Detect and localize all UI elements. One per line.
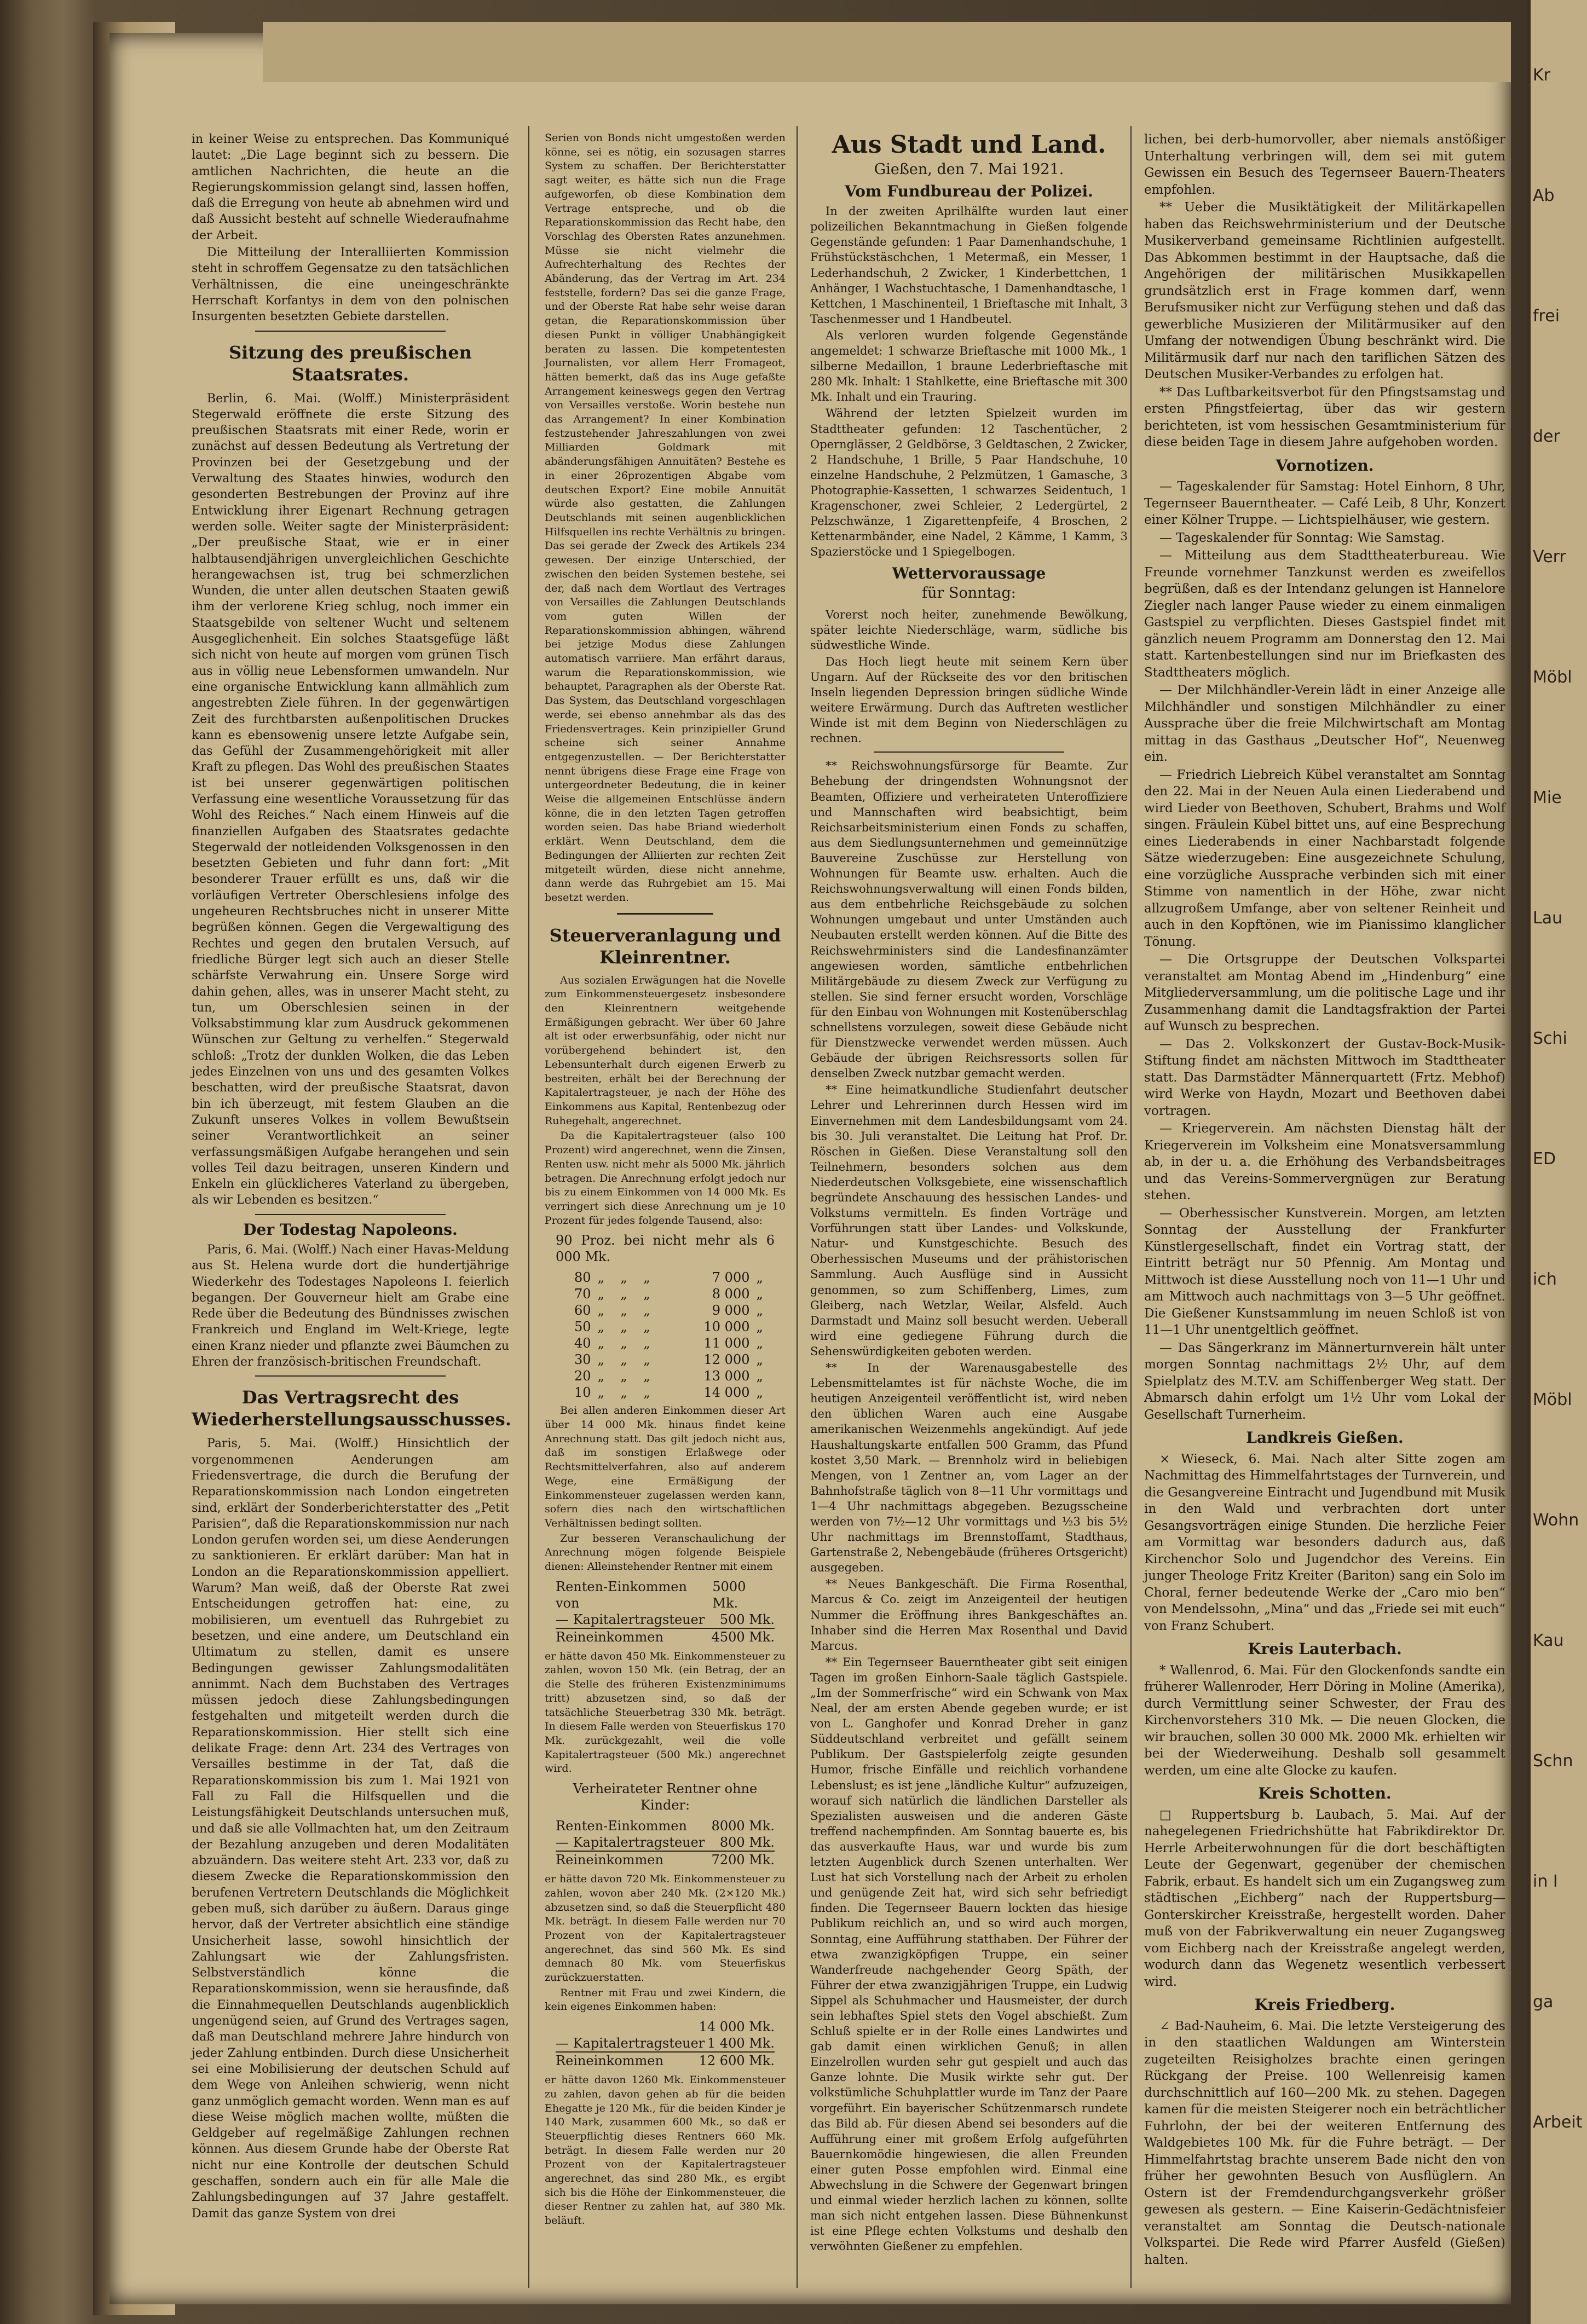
calculation-example-1 — [556, 1579, 775, 1645]
table-cell: „ — [620, 1385, 627, 1401]
table-cell: „ — [756, 1336, 763, 1351]
paragraph: er hätte davon 450 Mk. Einkommensteuer zu zahlen, wovon 150 Mk. (ein Betrag, der an die Stelle des früheren Existenzminimums tritt) abzusetzen sind, so daß der tatsächliche Steuerbetrag 330 Mk. beträgt. In diesem Falle werden von Steuerfiskus 170 Mk. zurückgezahlt, weil die volle Kapitalertragsteuer (500 Mk.) angerechnet wird. — [545, 1650, 786, 1775]
paragraph: ** Eine heimatkundliche Studienfahrt deutscher Lehrer und Lehrerinnen durch Hessen wird im Einvernehmen mit dem Landesbildungsamt vom 24. bis 30. Juli veranstaltet. Die Leitung hat Prof. Dr. Röschen in Gießen. Diese Veranstaltung soll den Teilnehmern, besonders solchen aus dem Niederdeutschen Volksgebiete, eine wissenschaftlich begründete Anschauung des hessischen Landes- und Volkstums vermitteln. Es finden Vorträge und Vorführungen statt über Landes- und Volkskunde, Natur- und Kunstgeschichte. Besuch des Oberhessischen Museums und der prähistorischen Sammlung. Auch Ausflüge sind in Aussicht genommen, so zum Schiffenberg, Limes, zum Gleiberg, nach Wetzlar, Weilar, Alsfeld. Auch Darmstadt und Mainz soll besucht werden. Ueberall wird eine gediegene Führung durch die Sehenswürdigkeiten geboten werden. — [810, 1083, 1128, 1358]
paragraph: — Kriegerverein. Am nächsten Dienstag hält der Kriegerverein im Volksheim eine Monatsversammlung ab, in der u. a. die Erhöhung des Verbandsbeitrages und das Vereins-Sommervergnügen zur Beratung stehen. — [1144, 1121, 1505, 1203]
adjacent-page-fragment: Wohn — [1533, 1511, 1579, 1530]
calculation-label: Reineinkommen — [556, 2053, 663, 2069]
table-cell: 50 — [574, 1319, 591, 1335]
paragraph: Aus sozialen Erwägungen hat die Novelle zum Einkommensteuergesetz insbesondere den Kleinrentnern weitgehende Ermäßigungen gebracht. Wer über 60 Jahre alt ist oder erwerbsunfähig, oder nicht nur vorübergehend behindert ist, den Lebensunterhalt durch eigenen Erwerb zu bestreiten, erhält bei der Berechnung der Kapitalertragsteuer, je nach der Höhe des Einkommens aus Kapital, Rentenbezug oder Ruhegehalt, angerechnet. — [545, 974, 786, 1127]
paragraph: er hätte davon 720 Mk. Einkommensteuer zu zahlen, wovon aber 240 Mk. (2×120 Mk.) abzusetzen sind, so daß die Steuerpflicht 480 Mk. beträgt. In diesem Falle werden nur 70 Prozent von der Kapitalertragsteuer angerechnet, das sind 560 Mk. Es sind demnach 80 Mk. vom Steuerfiskus zurückzuerstatten. — [545, 1873, 786, 1984]
table-cell: „ — [643, 1385, 650, 1401]
table-cell: 30 — [574, 1352, 591, 1368]
headline-kreis-schotten: Kreis Schotten. — [1258, 1784, 1392, 1802]
calculation-value: 4500 Mk. — [711, 1629, 775, 1645]
column-rule — [1130, 126, 1132, 2288]
adjacent-page-fragment: der — [1533, 427, 1560, 446]
table-cell: „ — [643, 1303, 650, 1319]
paragraph: ∠ Bad-Nauheim, 6. Mai. Die letzte Versteigerung des in den staatlichen Waldungen am Winterstein zugeteilten Reisigholzes brachte einen geringen Rückgang der Preise. 100 Wellenreisig kamen durchschnittlich auf 160—200 Mk. zu stehen. Dagegen kamen für die meisten Steigerer noch ein beträchtlicher Fuhrlohn, der bei der weiteren Entfernung des Waldgebietes 100 Mk. für die Fuhre beträgt. — Der Himmelfahrtstag brachte unserem Bade nicht den von früher her gewohnten Besuch von Ausflüglern. An Ostern ist der Fremdendurchgangsverkehr größer gewesen als gestern. — Eine Kaiserin-Gedächtnisfeier veranstaltet am Sonntag die Deutsch-nationale Volkspartei. Die Rede wird Pfarrer Ausfeld (Gießen) halten. — [1144, 2019, 1505, 2267]
paragraph: * Wallenrod, 6. Mai. Für den Glockenfonds sandte ein früherer Wallenroder, Herr Döring in Moline (Amerika), durch Vermittlung seiner Schwester, der Frau des Kirchenvorstehers 310 Mk. — Die neuen Glocken, die wir brauchen, sollen 30 000 Mk. 2000 Mk. erhielten wir bei der Wiederweihung. Deshalb soll gesammelt werden, um eine alte Glocke zu kaufen. — [1144, 1663, 1505, 1778]
table-cell: „ — [756, 1270, 763, 1286]
table-cell: „ — [643, 1319, 650, 1335]
table-cell: „ — [597, 1336, 604, 1351]
dateline: Gießen, den 7. Mai 1921. — [874, 161, 1064, 178]
section-title: Aus Stadt und Land. — [832, 131, 1106, 159]
table-cell: „ — [620, 1286, 627, 1302]
calculation-row — [556, 1628, 775, 1645]
calculation-row — [556, 1818, 775, 1834]
tax-table-head: 90 Proz. bei nicht mehr als 6 000 Mk. — [556, 1233, 775, 1265]
headline-landkreis-giessen: Landkreis Gießen. — [1246, 1429, 1404, 1447]
paragraph: — Friedrich Liebreich Kübel veranstaltet am Sonntag den 22. Mai in der Neuen Aula einen Liederabend und wird Lieder von Beethoven, Schubert, Brahms und Wolf singen. Fräulein Kübel bittet uns, auf eine Besprechung eines Liederabends in einer Nachbarstadt folgende Sätze wiederzugeben: Eine ausgezeichnete Schulung, eine vorzügliche Aussprache verbinden sich mit einer Stimme von namentlich in der Höhe, zwar nicht allzugroßem Umfange, aber von seltener Reinheit und auch in den Kopftönen, wie im Pianissimo klanglicher Tönung. — [1144, 767, 1505, 949]
divider — [255, 331, 446, 332]
table-cell: „ — [756, 1286, 763, 1302]
calculation-value: 8000 Mk. — [711, 1818, 775, 1834]
headline-kreis-lauterbach: Kreis Lauterbach. — [1248, 1640, 1402, 1658]
paragraph: Paris, 5. Mai. (Wolff.) Hinsichtlich der vorgenommenen Aenderungen am Friedensvertrage, die durch die Berufung der Reparationskommission nach London eingetreten sind, erklärt der Sonderberichterstatter des „Petit Parisien“, daß die Reparationskommission nur nach London gerufen worden sei, um diese Aenderungen zu sanktionieren. Er erklärt darüber: Man hat in London an die Reparationskommission appelliert. Warum? Man weiß, daß der Oberste Rat zwei Entscheidungen getroffen hat: eine, zu mobilisieren, um eventuell das Ruhrgebiet zu besetzen, und eine andere, um Deutschland ein Ultimatum zu stellen, damit es unsere Bedingungen gewisser Zahlungsmodalitäten annimmt. Nach dem Buchstaben des Vertrages müssen jedoch diese Zahlungsbedingungen festgehalten und mitgeteilt werden durch die Reparationskommission. Hier stellt sich eine delikate Frage: denn Art. 234 des Vertrages von Versailles bestimme in der Tat, daß die Reparationskommission bis zum 1. Mai 1921 von Fall zu Fall die Hilfsquellen und die Leistungsfähigkeit Deutschlands untersuchen muß, und daß sie alle Vollmachten hat, um den Zeitraum der Bezahlung anzugeben und deren Modalitäten abzuändern. Das weitere steht Art. 233 vor, daß zu diesem Zwecke die Reparationskommission den berufenen Vertretern Deutschlands die Möglichkeit geben muß, sich darüber zu äußern. Daraus ginge hervor, daß der Vertreter absichtlich eine ständige Unsicherheit lasse, sowohl hinsichtlich der Zahlungsart wie der Zahlungsfristen. Selbstverständlich könne die Reparationskommission, wenn sie herausfinde, daß die Einnahmequellen Deutschlands augenblicklich ungenügend seien, auf Grund des Vertrages sagen, daß man Deutschland mehrere Jahre hindurch von jeder Zahlung entbinden. Durch diese Unsicherheit sei eine Mobilisierung der deutschen Schuld auf dem Wege von Anleihen schwierig, wenn nicht ganz unmöglich gemacht worden. Wenn man es auf diese Weise möglich machen wollte, müßten die Geldgeber auf regelmäßige Zahlungen rechnen können. Aus diesem Grunde habe der Oberste Rat nicht nur eine Kontrolle der deutschen Schuld geschaffen, sondern auch ein für alle Male die Zahlungsbedingungen auf 37 Jahre gestaffelt. Damit das ganze System von drei — [192, 1437, 509, 2221]
table-row — [555, 1319, 776, 1335]
adjacent-page-fragment: Möbl — [1533, 668, 1572, 687]
table-cell: „ — [643, 1286, 650, 1302]
divider — [255, 1214, 446, 1215]
headline-napoleon: Der Todestag Napoleons. — [243, 1220, 458, 1239]
calculation-row — [556, 1834, 775, 1851]
paragraph: Paris, 6. Mai. (Wolff.) Nach einer Havas-Meldung aus St. Helena wurde dort die hundertjährige Wiederkehr des Todestages Napoleons I. feierlich begangen. Der Gouverneur hielt am Grabe eine Rede über die Bedeutung des Bündnisses zwischen Frankreich und England im Welt-Kriege, legte einen Kranz nieder und pflanzte zwei Bäumchen zu Ehren der französisch-britischen Freundschaft. — [192, 1243, 509, 1369]
calculation-value: 7200 Mk. — [711, 1852, 775, 1868]
paragraph: Rentner mit Frau und zwei Kindern, die kein eigenes Einkommen haben: — [545, 1986, 786, 2013]
paragraph: Berlin, 6. Mai. (Wolff.) Ministerpräsident Stegerwald eröffnete die erste Sitzung des preußischen Staatsrats mit einer Rede, worin er zunächst auf dessen Bedeutung als Vertretung der Provinzen bei der Gesetzgebung und der Verwaltung des Staates hinwies, wodurch den gesonderten Bestrebungen der Provinz auf ihre Entwicklung ihrer Eigenart Rechnung getragen werden solle. Weiter sagte der Ministerpräsident: „Der preußische Staat, wie er in einer halbtausendjährigen unvergleichlichen Geschichte herangewachsen ist, trug bei schmerzlichen Wunden, die unter allen deutschen Staaten gewiß ihm der verlorene Krieg schlug, noch immer ein Staatsgebilde von seltener Wucht und seltenem Ausgeglichenheit. Ein solches Staatsgefüge läßt sich nicht von heute auf morgen vom grünen Tisch aus in völlig neue Lebensformen umwandeln. Nur eine organische Entwicklung kann allmählich zum angestrebten Ziele führen. In der gegenwärtigen Zeit des furchtbarsten außenpolitischen Druckes kann es ebensowenig unsere letzte Aufgabe sein, das Gefühl der Zusammengehörigkeit mit aller Kraft zu pflegen. Das Wohl des preußischen Staates ist bei unserer gegenwärtigen politischen Verfassung eine wesentliche Voraussetzung für das Wohl des Reiches.“ Nach einem Hinweis auf die finanziellen Aufgaben des Staatsrates gedachte Stegerwald der notleidenden Volksgenossen in den besetzten Gebieten und fuhr dann fort: „Mit besonderer Trauer erfüllt es uns, daß wir die vorläufigen Vertreter Oberschlesiens infolge des ungeheuren Rechtsbruches nicht in unserer Mitte begrüßen können. Gegen die Vergewaltigung des Rechtes und gegen den brutalen Versuch, auf friedliche Bürger legt sich auch an dieser Stelle schärfste Verwahrung ein. Unsere Sorge wird dahin gehen, alles, was in unserer Macht steht, zu tun, um Oberschlesien seinen in der Volksabstimmung klar zum Ausdruck gekommenen Wünschen zur Geltung zu verhelfen.“ Stegerwald schloß: „Trotz der dunklen Wolken, die das Leben jedes Einzelnen von uns und des gesamten Volkes beschatten, wird der preußische Staatsrat, davon bin ich überzeugt, mit festem Glauben an die Zukunft unseres Volkes in vollem Bewußtsein seiner Verantwortlichkeit an seiner verfassungsmäßigen Aufgabe herangehen und sein volles Teil dazu beitragen, unseren Kindern und Enkeln ein glücklicheres Vaterland zu übergeben, als wir Lebenden es besitzen.“ — [192, 391, 509, 1207]
table-cell: „ — [597, 1286, 604, 1302]
paragraph: — Mitteilung aus dem Stadttheaterbureau. Wie Freunde vornehmer Tanzkunst werden es zweifellos begrüßen, daß es der Intendanz gelungen ist Hannelore Ziegler nach langer Pause wieder zu einem einmaligen Gastspiel zu verpflichten. Dieses Gastspiel findet mit gänzlich neuem Programm am Donnerstag den 12. Mai statt. Kartenbestellungen sind nur im Briefkasten des Stadttheaters möglich. — [1144, 548, 1505, 680]
calculation-example-2 — [556, 1818, 775, 1868]
calculation-value: 500 Mk. — [719, 1611, 775, 1627]
paragraph: Da die Kapitalertragsteuer (also 100 Prozent) wird angerechnet, wenn die Zinsen, Renten usw. nicht mehr als 5000 Mk. jährlich betragen. Die Anrechnung erfolgt jedoch nur bis zu einem Einkommen von 14 000 Mk. Es verringert sich diese Anrechnung um je 10 Prozent für jedes folgende Tausend, also: — [545, 1130, 786, 1227]
adjacent-page-fragment: Lau — [1533, 909, 1563, 928]
table-row — [555, 1351, 776, 1368]
table-row — [555, 1335, 776, 1351]
paragraph: er hätte davon 1260 Mk. Einkommensteuer zu zahlen, davon gehen ab für die beiden Ehegatte je 120 Mk., für die beiden Kinder je 140 Mark, zusammen 600 Mk., so daß er Steuerpflichtig dieses Rentners 660 Mk. beträgt. In diesem Falle werden nur 20 Prozent von der Kapitalertragsteuer angerechnet, das sind 280 Mk., es ergibt sich bis die Höhe der Einkommensteuer, die dieser Rentner zu zahlen hat, auf 380 Mk. beläuft. — [545, 2074, 786, 2227]
table-row — [555, 1368, 776, 1384]
calculation-label: Renten-Einkommen — [556, 1818, 687, 1834]
table-row — [555, 1302, 776, 1319]
calculation-value: 800 Mk. — [719, 1835, 775, 1851]
paragraph: Zur besseren Veranschaulichung der Anrechnung mögen folgende Beispiele dienen: Alleinstehender Rentner mit einem — [545, 1532, 786, 1573]
calculation-label: — Kapitalertragsteuer — [556, 1835, 705, 1851]
table-cell: „ — [756, 1319, 763, 1335]
calculation-value: 5000 Mk. — [712, 1579, 746, 1611]
table-cell: 9 000 — [712, 1303, 750, 1319]
divider — [617, 913, 713, 915]
paragraph: Die Mitteilung der Interalliierten Kommission steht in schroffem Gegensatze zu den tatsächlichen Verhältnissen, die eine uneingeschränkte Herrschaft Korfantys in dem von den polnischen Insurgenten besetzten Gebiete darstellen. — [192, 246, 509, 324]
column-3 — [810, 131, 1128, 2255]
adjacent-page-fragment: Kr — [1533, 66, 1551, 85]
torn-page-edge — [263, 22, 1511, 82]
paragraph: ** Ueber die Musiktätigkeit der Militärkapellen haben das Reichswehrministerium und der Deutsche Musikerverband gemeinsame Richtlinien aufgestellt. Das Abkommen bestimmt in der Hauptsache, daß die Angehörigen der militärischen Musikkapellen grundsätzlich erst in Frage kommen darf, wenn Berufsmusiker nicht zur Verfügung stehen und daß das gewerbliche Musizieren der Militärmusiker auf den Umfang der notwendigen Übung beschränkt wird. Die Militärmusik darf nur nach den tariflichen Sätzen des Deutschen Musiker-Verbandes zu erfolgen hat. — [1144, 200, 1505, 381]
column-2 — [545, 131, 786, 2229]
table-cell: 12 000 — [703, 1352, 750, 1368]
headline-staatsrat: Sitzung des preußischen Staatsrates. — [229, 342, 472, 385]
calculation-value: 1 400 Mk. — [707, 2036, 775, 2051]
adjacent-page-fragment: Kau — [1533, 1631, 1564, 1650]
column-rule — [528, 126, 529, 2288]
calculation-value: 14 000 Mk. — [699, 2019, 775, 2035]
paragraph: — Der Milchhändler-Verein lädt in einer Anzeige alle Milchhändler und sonstigen Milchhändler zu einer Aussprache über die freie Milchwirtschaft am Montag mittag in das Gasthaus „Deutscher Hof“, Neuenweg ein. — [1144, 683, 1505, 764]
table-cell: „ — [756, 1303, 763, 1319]
paragraph: Als verloren wurden folgende Gegenstände angemeldet: 1 schwarze Brieftasche mit 1000 Mk., 1 silberne Medaillon, 1 braune Lederbrieftasche mit 280 Mk. Inhalt: 1 Stahlkette, eine Brieftasche mit 300 Mk. Inhalt und ein Trauring. — [810, 328, 1128, 404]
table-cell: „ — [756, 1385, 763, 1401]
calculation-row — [556, 2019, 775, 2035]
calculation-label: Reineinkommen — [556, 1629, 663, 1645]
paragraph: ** Ein Tegernseer Bauerntheater gibt seit einigen Tagen im großen Einhorn-Saale täglich Gastspiele. „Im der Sommerfrische“ wird ein Schwank von Max Neal, der am ersten Abende gegeben wurde; er ist von L. Ganghofer und Konrad Dreher in ganz Süddeutschland verbreitet und gefällt seinem Publikum. Der Gastspielerfolg zeigte gesunden Humor, frische Einfälle und reichlich vorhandene Lebenslust; es ist jene „ländliche Kultur“ aufzuzeigen, worauf sich natürlich die ländlichen Darsteller als Spezialisten ausweisen und die anderen Gäste treffend nachempfinden. Am Sonntag bauerte es, bis das ausverkaufte Haus, war und wurde bis zum letzten Augenblick durch Szenen unterhalten. Wer Lust hat sich Vorstellung nach der Arbeit zu erholen und genügende Zeit hat, wird sich sehr befriedigt finden. Die Tegernseer Bauern lockten das hiesige Publikum reichlich an, und so wird auch morgen, Sonntag, eine Aufführung statthaben. Der Führer der etwa zwanzigköpfigen Truppe, ein seiner Wanderfreude nachgehender Georg Späth, der Führer der etwa zwanzigjährigen Truppe, ein Ludwig Sippel als Schuhmacher und Hausmeister, der durch sein lebhaftes Spiel stets den Vogel abschießt. Zum Schluß spielte er in der Rolle eines Landwirtes und gab damit einen wirklichen Genuß; in allen Einzelrollen wurden sehr gut gespielt und auch das Ganze lohnte. Die Musik wirkte sehr gut. Der volkstümliche Schuhplattler wurde im Tanz der Paare vorgeführt. Ein bayerischer Schützenmarsch rundete das Bild ab. Für diesen Abend sei besonders auf die Aufführung einer mit großem Erfolg aufgeführten Bauernkomödie hingewiesen, die allen Freunden einer guten Posse empfohlen wird. Einmal eine Abwechslung in die Schwere der Gegenwart bringen und einmal wieder herzlich lachen zu können, sollte man sich nicht entgehen lassen. Diese Bühnenkunst ist eine Pflege echten Volkstums und deshalb den verwöhnten Gießener zu empfehlen. — [810, 1655, 1128, 2253]
table-cell: „ — [643, 1352, 650, 1368]
headline-wetter: Wettervoraussage — [892, 564, 1046, 583]
table-cell: 14 000 — [703, 1385, 750, 1401]
paragraph: ** Das Luftbarkeitsverbot für den Pfingstsamstag und ersten Pfingstfeiertag, über das wir gestern berichteten, ist vom hessischen Gesamtministerium für diese beiden Tage in diesem Jahre aufgehoben worden. — [1144, 385, 1505, 449]
column-1 — [192, 131, 509, 2223]
headline-steuerveranlagung: Steuerveranlagung und Kleinrentner. — [549, 924, 781, 968]
table-cell: „ — [643, 1336, 650, 1351]
adjacent-page-fragment: in I — [1533, 1872, 1558, 1891]
paragraph: ** Neues Bankgeschäft. Die Firma Rosenthal, Marcus & Co. zeigt im Anzeigenteil der heutigen Nummer die Eröffnung ihres Bankgeschäftes an. Inhaber sind die Herren Max Rosenthal und David Marcus. — [810, 1577, 1128, 1652]
calculation-label: Renten-Einkommen von — [556, 1579, 687, 1611]
adjacent-page-fragment: Schi — [1533, 1029, 1567, 1048]
paragraph: — Die Ortsgruppe der Deutschen Volkspartei veranstaltet am Montag Abend im „Hindenburg“ eine Mitgliederversammlung, um die politische Lage und ihr Zusammenhang damit die Landtagsfraktion der Partei auf Wunsch zu besprechen. — [1144, 952, 1505, 1033]
paragraph: — Das Sängerkranz im Männerturnverein hält unter morgen Sonntag nachmittags 2½ Uhr, auf dem Spielplatz des M.T.V. am Schiffenberger Weg statt. Der Abmarsch dahin erfolgt um 1½ Uhr vom Lokal der Gesellschaft Turnerheim. — [1144, 1340, 1505, 1422]
calculation-label: Reineinkommen — [556, 1852, 663, 1868]
table-cell: 40 — [574, 1336, 591, 1351]
table-cell: „ — [597, 1352, 604, 1368]
paragraph: Während der letzten Spielzeit wurden im Stadttheater gefunden: 12 Taschentücher, 2 Opernglässer, 2 Geldbörse, 3 Geldtaschen, 2 Zwicker, 2 Handschuhe, 1 Brille, 5 Paar Handschuhe, 10 einzelne Handschuhe, 2 Pelzmützen, 1 Gamasche, 3 Photographie-Kassetten, 1 schwarzes Seidentuch, 1 Kragenschoner, zwei Schleier, 2 Ledergürtel, 2 Pelzschwänze, 1 Zigarettenpfeife, 4 Broschen, 2 Kettenarmbänder, eine Nadel, 2 Kämme, 1 Kamm, 3 Spazierstöcke und 1 Spiegelbogen. — [810, 407, 1128, 559]
table-cell: „ — [620, 1368, 627, 1384]
article-intro — [192, 131, 509, 325]
adjacent-page-fragment: Schn — [1533, 1751, 1573, 1771]
headline-vertragsrecht: Das Vertragsrecht des Wiederherstellungsausschusses. — [192, 1387, 511, 1430]
headline-vornotizen: Vornotizen. — [1276, 456, 1374, 475]
calculation-row — [556, 1851, 775, 1868]
paragraph: Serien von Bonds nicht umgestoßen werden könne, sei es nötig, ein sozusagen starres System zu schaffen. Der Berichterstatter sagt weiter, es hätte sich nun die Frage aufgeworfen, ob diese Kombination dem Vertrage entspreche, und ob die Reparationskommission das Recht habe, den Vorschlag des Obersten Rates anzunehmen. Müsse sie nicht vielmehr die Aufrechterhaltung des Rechtes der Abänderung, das der Vertrag im Art. 234 feststelle, fordern? Das sei die ganze Frage, und der Oberste Rat habe sehr weise daran getan, die Reparationskommission über diesen Punkt in völliger Unabhängigkeit beraten zu lassen. Die kompetentesten Journalisten, vor allem Herr Fromageot, hätten bemerkt, daß das ins Auge gefaßte Arrangement keineswegs gegen den Vertrag von Versailles verstoße. Worin bestehe nun das Arrangement? In einer Kombination festzustehender Jahreszahlungen von zwei Milliarden Goldmark mit abänderungsfähigen Annuitäten? Bestehe es in einer 26prozentigen Abgabe vom deutschen Export? Eine mobile Annuität würde also gestatten, die Zahlungen Deutschlands mit seinen augenblicklichen Hilfsquellen ins rechte Verhältnis zu bringen. Das sei gerade der Zweck des Artikels 234 gewesen. Der einzige Unterschied, der zwischen den beiden Systemen bestehe, sei der, daß nach dem Wortlaut des Vertrages von Versailles die Zahlungen Deutschlands vom guten Willen der Reparationskommission abhingen, während bei jetzige Modus diese Zahlungen automatisch varriiere. Man erfährt daraus, warum die Reparationskommission, wie behauptet, Paragraphen als der Oberste Rat. Das System, das Deutschland vorgeschlagen werde, sei ebenso annehmbar als das des Friedensvertrages. Kein prinzipieller Grund scheine sich seiner Annahme entgegenzustellen. — Der Berichterstatter nennt übrigens diese Frage eine Frage von untergeordneter Bedeutung, die in keiner Weise die allgemeinen Entschlüsse ändern könne, die in den letzten Tagen getroffen worden seien. Das habe Briand wiederholt erklärt. Wenn Deutschland, dem die Bedingungen der Alliierten zur rechten Zeit mitgeteilt würden, diese nicht annehme, dann werde das Ruhrgebiet am 15. Mai besetzt werden. — [545, 132, 786, 904]
paragraph: — Das 2. Volkskonzert der Gustav-Bock-Musik-Stiftung findet am nächsten Mittwoch im Stadttheater statt. Das Darmstädter Männerquartett (Frtz. Mebhof) wird Werke von Haydn, Mozart und Beethoven dabei vortragen. — [1144, 1037, 1505, 1118]
column-rule — [797, 126, 798, 2288]
paragraph: — Oberhessischer Kunstverein. Morgen, am letzten Sonntag der Ausstellung der Frankfurter Künstlergesellschaft, findet ein Vortrag statt, der Eintritt beträgt nur 50 Pfennig. Am Montag und Mittwoch ist diese Ausstellung noch von 11—1 Uhr und am Mittwoch auch nachmittags von 3—5 Uhr geöffnet. Die Gießener Kunstsammlung im neuen Schloß ist von 11—1 Uhr unentgeltlich geöffnet. — [1144, 1206, 1505, 1337]
adjacent-page-fragment: Möbl — [1533, 1390, 1572, 1409]
table-cell: 80 — [574, 1270, 591, 1286]
table-cell: „ — [620, 1352, 627, 1368]
table-cell: „ — [597, 1303, 604, 1319]
adjacent-page-fragment: Mie — [1533, 788, 1562, 807]
calculation-row — [556, 1611, 775, 1628]
headline-kreis-friedberg: Kreis Friedberg. — [1254, 1996, 1395, 2014]
paragraph: Vorerst noch heiter, zunehmende Bewölkung, später leichte Niederschläge, warm, südliche bis südwestliche Winde. — [810, 608, 1128, 652]
paragraph: ** Reichswohnungsfürsorge für Beamte. Zur Behebung der dringendsten Wohnungsnot der Beamten, Offiziere und verheirateten Unteroffiziere und Mannschaften wird beabsichtigt, beim Reichsarbeitsministerium einen Fonds zu schaffen, aus dem Siedlungsunternehmen und gemeinnützige Bauvereine Zuschüsse zur Herstellung von Wohnungen für Beamte usw. erhalten. Auch die Reichswohnungsverwaltung will einen Fonds bilden, aus dem entbehrliche Reichsgebäude zu solchen Wohnungen umgebaut und unter Umständen auch Neubauten erstellt werden können. Auf die Bitte des Reichswehrministers sind die Landesfinanzämter angewiesen worden, sämtliche entbehrlichen Militärgebäude zu diesem Zweck zur Verfügung zu stellen. Sie sind ferner ersucht worden, Vorschläge für den Einbau von Wohnungen mit Kostenüberschlag schnellstens vorzulegen, soweit diese Gebäude nicht für Dienstzwecke verwendet werden müssen. Auch Gebäude der übrigen Reichsressorts sollen für denselben Zweck nutzbar gemacht werden. — [810, 759, 1128, 1080]
table-cell: „ — [597, 1368, 604, 1384]
paragraph: × Wieseck, 6. Mai. Nach alter Sitte zogen am Nachmittag des Himmelfahrtstages der Turnverein, und die Gesangvereine Eintracht und Jugendbund mit Musik in den Wald und verbrachten dort unter Gesangsvorträgen einige Stunden. Die herzliche Feier am Vormittag war besonders dadurch aus, daß Kirchenchor Solo und Jugendchor des Vereins. Ein junger Theologe Fritz Kreiter (Bariton) sang ein Solo im Choral, ferner bedeutende Werke der „Caro mio ben“ von Mendelssohn, „Mina“ und das „Friede sei mit euch“ von Franz Schubert. — [1144, 1452, 1505, 1633]
paragraph: ** In der Warenausgabestelle des Lebensmittelamtes ist für nächste Woche, die im heutigen Anzeigenteil veröffentlicht ist, wird neben den üblichen Waren auch eine Ausgabe amerikanischen Weizenmehls angekündigt. Auf jede Haushaltungskarte entfallen 500 Gramm, das Pfund kostet 3,50 Mark. — Brennholz wird in beliebigen Mengen, von 1 Zentner an, vom Lager an der Bahnhofstraße täglich von 8—11 Uhr vormittags und 1—4 Uhr nachmittags abgegeben. Bezugsscheine werden von 7½—12 Uhr vormittags und ½3 bis 5½ Uhr nachmittags im Brennstoffamt, Stadthaus, Gartenstraße 2, Nebengebäude (früheres Ortsgericht) ausgegeben. — [810, 1361, 1128, 1575]
adjacent-page-fragment: frei — [1533, 307, 1560, 326]
calculation-row — [556, 2051, 775, 2069]
table-cell: „ — [620, 1270, 627, 1286]
calculation-title: Verheirateter Rentner ohne Kinder: — [573, 1781, 758, 1813]
table-cell: „ — [643, 1368, 650, 1384]
headline-fundbureau: Vom Fundbureau der Polizei. — [845, 182, 1093, 201]
divider — [255, 1375, 446, 1377]
calculation-example-3 — [556, 2019, 775, 2069]
table-cell: 11 000 — [703, 1336, 750, 1351]
table-cell: „ — [756, 1368, 763, 1384]
adjacent-page-fragment: Ab — [1533, 186, 1555, 205]
table-row — [555, 1384, 776, 1401]
table-cell: „ — [620, 1319, 627, 1335]
paragraph: Bei allen anderen Einkommen dieser Art über 14 000 Mk. hinaus findet keine Anrechnung statt. Das gilt jedoch nicht aus, daß im sonstigen Erlaßwege oder Rechtsmittelverfahren, also auf anderem Wege, eine Ermäßigung der Einkommensteuer zugelassen werden kann, sofern dies nach den wirtschaftlichen Verhältnissen bedingt sollten. — [545, 1404, 786, 1529]
table-cell: 70 — [574, 1286, 591, 1302]
table-cell: „ — [756, 1352, 763, 1368]
table-row — [555, 1269, 776, 1286]
table-cell: 13 000 — [703, 1368, 750, 1384]
table-cell: 60 — [574, 1303, 591, 1319]
adjacent-page-fragment: ich — [1533, 1270, 1557, 1289]
table-cell: „ — [620, 1303, 627, 1319]
weather-subtitle: für Sonntag: — [922, 585, 1016, 602]
table-cell: „ — [620, 1336, 627, 1351]
paragraph: In der zweiten Aprilhälfte wurden laut einer polizeilichen Bekanntmachung in Gießen folgende Gegenstände gefunden: 1 Paar Damenhandschuhe, 1 Frühstückstäschchen, 1 Metermaß, ein Messer, 1 Lederhandschuh, 2 Zwicker, 1 Kinderbettchen, 1 Anhänger, 1 Wachstuchtasche, 1 Damenhandtasche, 1 Kettchen, 1 Maschinenteil, 1 Brieftasche mit Inhalt, 3 Taschenmesser und 1 Handbeutel. — [810, 205, 1128, 326]
paragraph: □ Ruppertsburg b. Laubach, 5. Mai. Auf der nahegelegenen Friedrichshütte hat Fabrikdirektor Dr. Herrle Arbeiterwohnungen für die dort beschäftigten Leute der Gegenwart, gegenüber der chemischen Fabrik, erbaut. Es handelt sich um ein Zugangsweg zum städtischen „Eichberg“ nach der Ruppertsburg—Gonterskircher Kreisstraße, hergestellt worden. Daher muß von der Fabrikverwaltung ein neuer Zugangsweg vom Eichberg nach der Kreisstraße angelegt werden, wodurch dann das Wegenetz wesentlich verbessert wird. — [1144, 1807, 1505, 1989]
paragraph: Das Hoch liegt heute mit seinem Kern über Ungarn. Auf der Rückseite des vor den britischen Inseln liegenden Depression bringen südliche Winde weitere Erwärmung. Durch das Auftreten westlicher Winde ist mit dem Beginn von Niederschlägen zu rechnen. — [810, 655, 1128, 745]
adjacent-page-fragment: ED — [1533, 1149, 1556, 1169]
table-cell: 10 — [574, 1385, 591, 1401]
adjacent-page-fragment: Verr — [1533, 547, 1566, 566]
paragraph: — Tageskalender für Sonntag: Wie Samstag. — [1159, 530, 1445, 545]
divider — [874, 751, 1064, 753]
table-cell: 7 000 — [712, 1270, 750, 1286]
table-cell: „ — [597, 1385, 604, 1401]
adjacent-page-fragment: Arbeit — [1533, 2113, 1583, 2132]
paragraph: — Tageskalender für Samstag: Hotel Einhorn, 8 Uhr, Tegernseer Bauerntheater. — Café Leib, 8 Uhr, Konzert einer Kölner Truppe. — Lichtspielhäuser, wie gestern. — [1144, 479, 1505, 527]
paragraph: in keiner Weise zu entsprechen. Das Kommuniqué lautet: „Die Lage beginnt sich zu bessern. Die amtlichen Nachrichten, die heute an die Regierungskommission gelangt sind, lassen hoffen, daß die Erregung von heute ab abnehmen wird und daß Aussicht besteht auf schnelle Wiederaufnahme der Arbeit. — [192, 132, 509, 242]
paragraph: lichen, bei derb-humorvoller, aber niemals anstößiger Unterhaltung verbringen will, dem sei mit gutem Gewissen ein Besuch des Tegernseer Bauern-Theaters empfohlen. — [1144, 132, 1505, 197]
table-cell: „ — [643, 1270, 650, 1286]
table-row — [555, 1286, 776, 1302]
table-cell: 20 — [574, 1368, 591, 1384]
calculation-row — [556, 2035, 775, 2051]
calculation-value: 12 600 Mk. — [699, 2053, 775, 2069]
tax-table — [555, 1269, 776, 1401]
adjacent-page-fragment: ga — [1533, 1992, 1554, 2011]
calculation-label: — Kapitalertragsteuer — [556, 1611, 705, 1627]
table-cell: „ — [597, 1319, 604, 1335]
calculation-label: — Kapitalertragsteuer — [556, 2036, 705, 2051]
calculation-row — [556, 1579, 775, 1611]
column-4 — [1144, 131, 1505, 2269]
table-cell: „ — [597, 1270, 604, 1286]
table-cell: 10 000 — [703, 1319, 750, 1335]
table-cell: 8 000 — [712, 1286, 750, 1302]
